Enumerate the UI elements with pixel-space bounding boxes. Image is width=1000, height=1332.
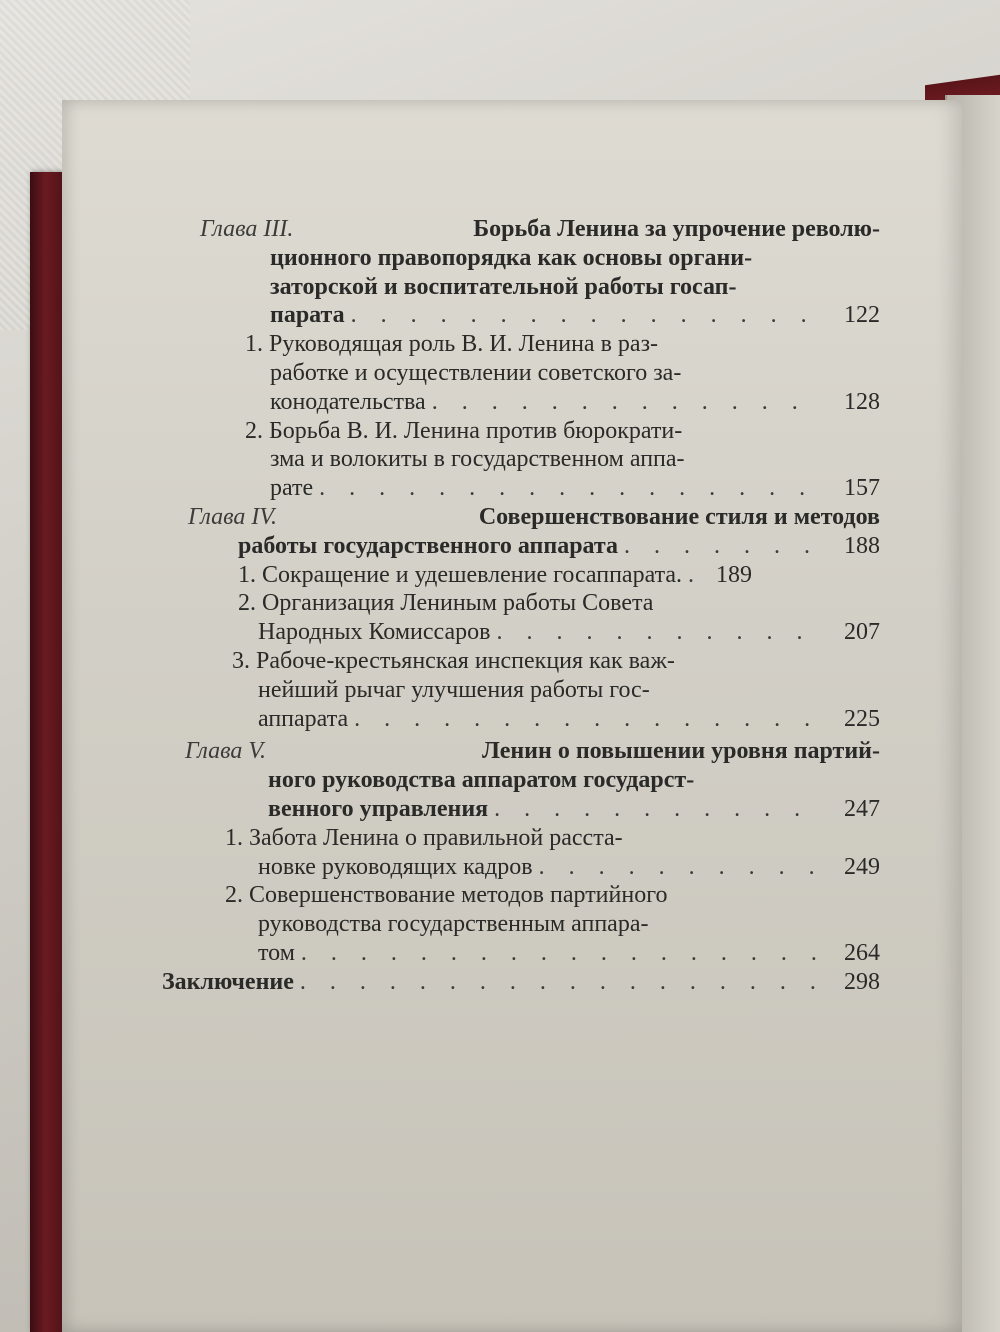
- section-title-line: 1. Сокращение и удешевление госаппарата.: [238, 561, 683, 588]
- chapter-label: Глава IV.: [188, 503, 277, 530]
- leader-dots: [624, 532, 822, 561]
- toc-chapter-3: [150, 215, 880, 503]
- section-title-line: 1. Руководящая роль В. И. Ленина в раз-: [245, 331, 659, 358]
- chapter-title-line: ного руководства аппаратом государст-: [268, 767, 695, 794]
- leader-dots: [432, 388, 822, 417]
- section-title-line: конодательства: [270, 388, 426, 415]
- leader-dots: [494, 795, 822, 824]
- section-title-line: 2. Организация Лениным работы Совета: [238, 590, 654, 617]
- chapter-title-line: Совершенствование стиля и методов: [478, 503, 880, 530]
- chapter-title-line: Борьба Ленина за упрочение револю-: [473, 216, 880, 242]
- page-number: 264: [844, 939, 880, 966]
- section-title-line: 2. Борьба В. И. Ленина против бюрократи-: [245, 417, 683, 444]
- toc-conclusion: [150, 968, 880, 997]
- toc-chapter-4: [150, 503, 880, 733]
- page-number: 298: [844, 968, 880, 995]
- section-title-line: рате: [270, 475, 314, 502]
- leader-dots: [496, 618, 822, 647]
- page-number: 207: [844, 619, 880, 646]
- leader-dots: [300, 968, 822, 997]
- leader-dots: [351, 301, 822, 330]
- chapter-title-line: ционного правопорядка как основы органи-: [270, 244, 753, 271]
- page-number: 247: [844, 795, 880, 822]
- section-title-line: новке руководящих кадров: [258, 853, 533, 880]
- chapter-title-line: Ленин о повышении уровня партий-: [481, 738, 880, 765]
- section-title-line: 1. Забота Ленина о правильной расста-: [225, 824, 623, 851]
- chapter-title-line: заторской и воспитательной работы госап-: [270, 273, 737, 300]
- section-title-line: зма и волокиты в государственном аппа-: [270, 446, 685, 473]
- page-number: 249: [844, 853, 880, 880]
- chapter-title-line: парата: [270, 302, 345, 329]
- page-number: 188: [844, 532, 880, 559]
- conclusion-title: Заключение: [162, 968, 294, 995]
- page-number: 128: [844, 388, 880, 415]
- chapter-label: Глава III.: [200, 216, 294, 242]
- table-of-contents: [150, 215, 880, 997]
- leader-dots: [539, 853, 822, 882]
- leader-dots: [354, 705, 822, 734]
- chapter-title-line: венного управления: [268, 795, 489, 822]
- section-title-line: том: [258, 939, 295, 966]
- section-title-line: Народных Комиссаров: [258, 619, 491, 646]
- leader-dots: [319, 474, 822, 503]
- leader-dots-empty: [688, 561, 694, 590]
- chapter-title-line: работы государственного аппарата: [238, 532, 619, 559]
- section-title-line: работке и осуществлении советского за-: [270, 359, 682, 386]
- page-number: 225: [844, 705, 880, 732]
- chapter-label: Глава V.: [185, 738, 266, 765]
- section-title-line: 3. Рабоче-крестьянская инспекция как важ-: [232, 647, 675, 674]
- section-title-line: аппарата: [258, 705, 349, 732]
- page-number: 157: [844, 475, 880, 502]
- page-number: 122: [844, 302, 880, 329]
- toc-chapter-5: [150, 737, 880, 967]
- section-title-line: руководства государственным аппара-: [258, 911, 649, 938]
- page-number: 189: [716, 561, 753, 588]
- section-title-line: нейший рычаг улучшения работы гос-: [258, 676, 650, 703]
- leader-dots: [301, 939, 822, 968]
- section-title-line: 2. Совершенствование методов партийного: [225, 882, 668, 909]
